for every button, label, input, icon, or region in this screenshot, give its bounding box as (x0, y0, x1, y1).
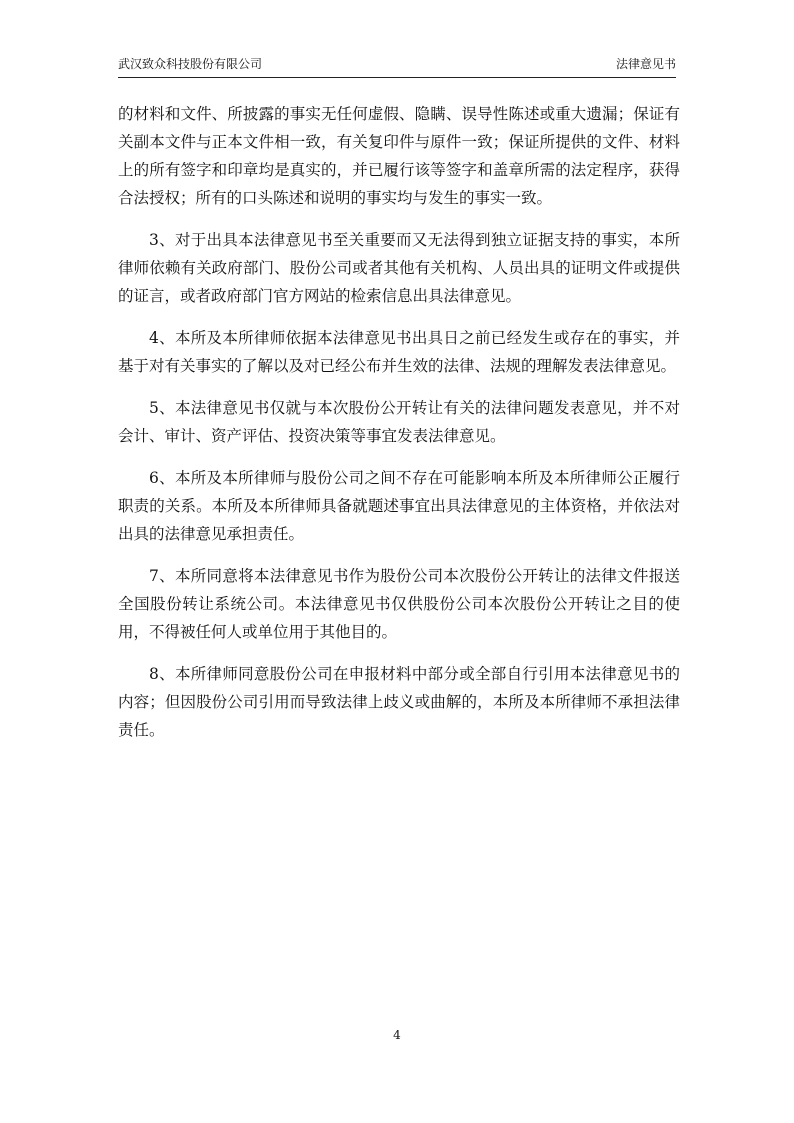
paragraph-item-3: 3、对于出具本法律意见书至关重要而又无法得到独立证据支持的事实，本所律师依赖有关政府部门、股份公司或者其他有关机构、人员出具的证明文件或提供的证言，或者政府部门官方网站的检索信息出具法律意见。 (118, 231, 680, 305)
page-header (118, 55, 676, 78)
document-body (118, 100, 680, 758)
header-company-name: 武汉致众科技股份有限公司 (118, 57, 263, 71)
paragraph-item-7: 7、本所同意将本法律意见书作为股份公司本次股份公开转让的法律文件报送全国股份转让系统公司。本法律意见书仅供股份公司本次股份公开转让之目的使用，不得被任何人或单位用于其他目的。 (118, 567, 680, 641)
paragraph-item-8: 8、本所律师同意股份公司在申报材料中部分或全部自行引用本法律意见书的内容；但因股份公司引用而导致法律上歧义或曲解的，本所及本所律师不承担法律责任。 (118, 665, 680, 739)
paragraph-item-4: 4、本所及本所律师依据本法律意见书出具日之前已经发生或存在的事实，并基于对有关事实的了解以及对已经公布并生效的法律、法规的理解发表法律意见。 (118, 329, 680, 375)
paragraph-item-5: 5、本法律意见书仅就与本次股份公开转让有关的法律问题发表意见，并不对会计、审计、资产评估、投资决策等事宜发表法律意见。 (118, 399, 680, 445)
paragraph-item-6: 6、本所及本所律师与股份公司之间不存在可能影响本所及本所律师公正履行职责的关系。本所及本所律师具备就题述事宜出具法律意见的主体资格，并依法对出具的法律意见承担责任。 (118, 469, 680, 543)
header-document-type: 法律意见书 (615, 57, 676, 71)
paragraph-continued: 的材料和文件、所披露的事实无任何虚假、隐瞒、误导性陈述或重大遗漏；保证有关副本文件与正本文件相一致，有关复印件与原件一致；保证所提供的文件、材料上的所有签字和印章均是真实的，并已履行该等签字和盖章所需的法定程序，获得合法授权；所有的口头陈述和说明的事实均与发生的事实一致。 (118, 105, 680, 207)
page-number: 4 (393, 1028, 401, 1042)
